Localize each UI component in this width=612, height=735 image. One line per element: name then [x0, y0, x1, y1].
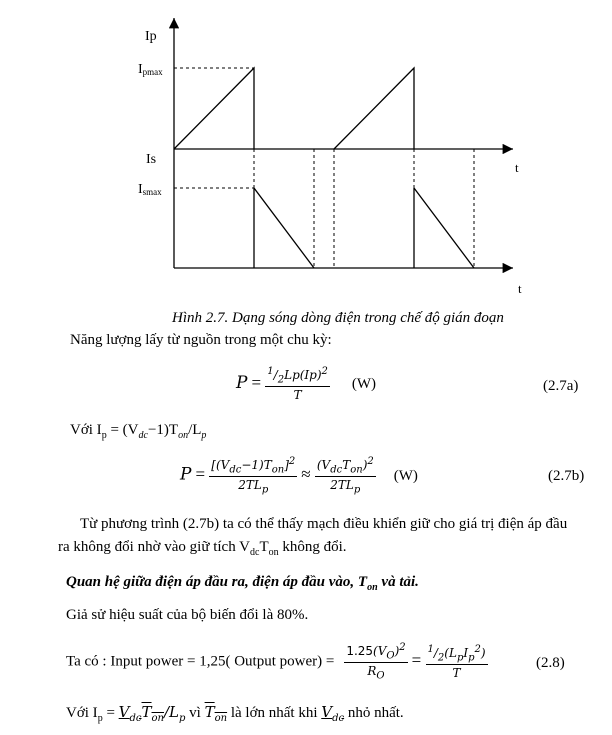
paragraph-efficiency: Giả sử hiệu suất của bộ biến đổi là 80%. [66, 607, 309, 623]
equation-number-2-7b: (2.7b) [548, 468, 585, 484]
primary-current-ramp-2 [334, 68, 414, 149]
paragraph-conclusion-line1: Từ phương trình (2.7b) ta có thể thấy mạch điều khiển giữ cho giá trị điện áp đầu [80, 516, 568, 532]
equation-number-2-7a: (2.7a) [543, 378, 579, 394]
waveform-figure [0, 0, 612, 310]
paragraph-energy: Năng lượng lấy từ nguồn trong một chu kỳ: [70, 332, 332, 348]
equation-2-8: Ta có : Input power = 1,25( Output power) = $\frac{1.25(V_O)^2}{R_O}$ = $\frac{^1/_2(L_pI_p^2)}{T}$ [66, 642, 486, 682]
label-t-lower: t [518, 281, 522, 296]
figure-caption: Hình 2.7. Dạng sóng dòng điện trong chế độ gián đoạn [172, 310, 504, 326]
equation-number-2-8: (2.8) [536, 655, 565, 671]
paragraph-ip-max: Với $I_p = V_{dc}T_{on}/L_p$ vì $T_{on}$ là lớn nhất khi $V_{dc}$ nhỏ nhất. [66, 703, 404, 724]
label-t-upper: t [515, 160, 519, 175]
paragraph-conclusion-line2: ra không đổi nhờ vào giữ tích $V_{dc}T_{on}$ không đổi. [58, 539, 347, 558]
section-heading: Quan hệ giữa điện áp đầu ra, điện áp đầu vào, $T_{on}$ và tải. [66, 574, 419, 593]
secondary-current-ramp-2 [414, 188, 474, 268]
equation-2-7a: P = $\frac{^1/_2Lp(Ip)^2}{T}$ (W) [236, 366, 377, 403]
label-ismax: Ismax [138, 182, 162, 197]
label-ipmax: Ipmax [138, 62, 163, 77]
primary-current-ramp-1 [174, 68, 254, 149]
paragraph-ip-definition: Với $I_p = (V_{dc}-1)T_{on}/L_p$ [70, 422, 207, 441]
label-ip: Ip [145, 29, 157, 44]
secondary-current-ramp-1 [254, 188, 314, 268]
equation-2-7b: P = $\frac{[(V_{dc}-1)T_{on}]^2}{2TL_p}$ ≈ $\frac{(V_{dc}T_{on})^2}{2TL_p}$ (W) [180, 456, 418, 496]
label-is: Is [146, 152, 157, 167]
